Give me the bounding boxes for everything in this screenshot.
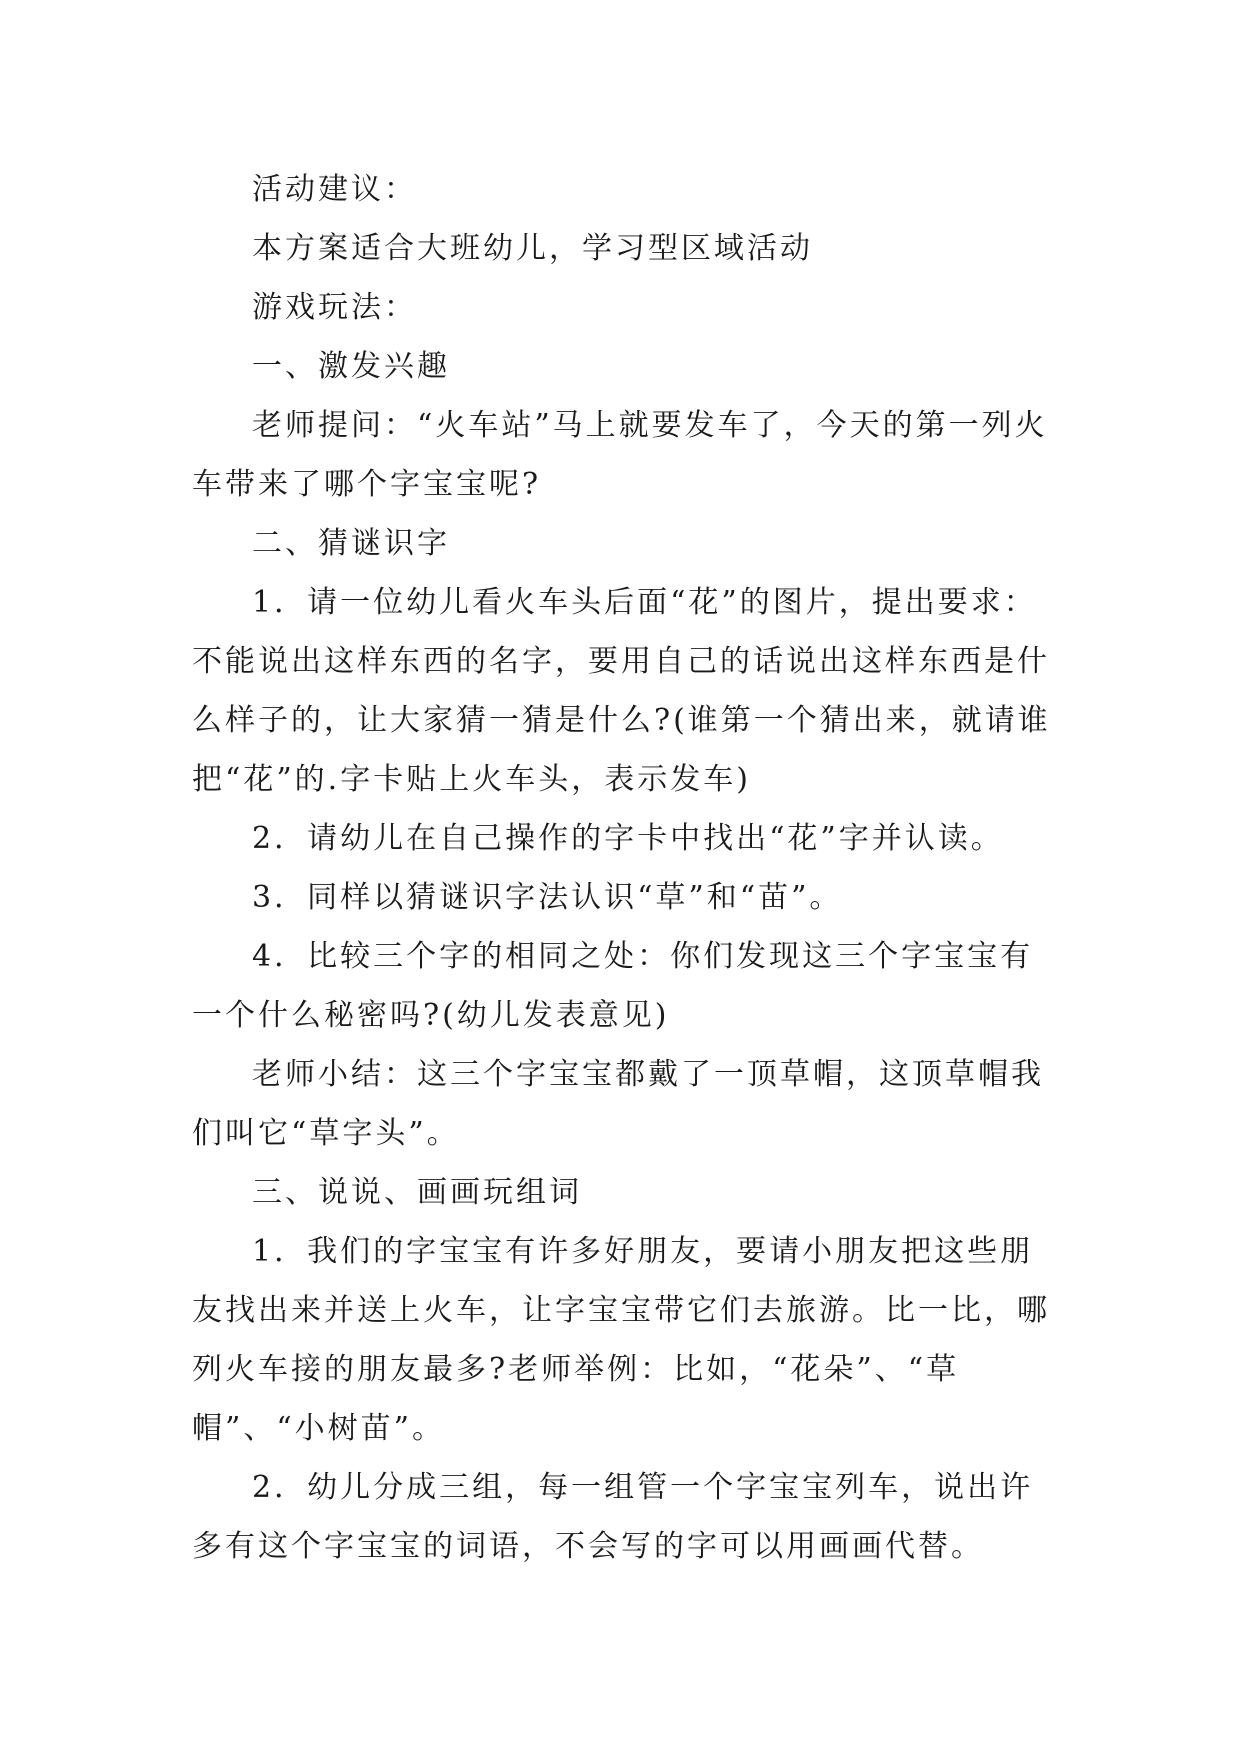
list-item-2-1: 1．请一位幼儿看火车头后面“花”的图片，提出要求：不能说出这样东西的名字，要用自己的话说出这样东西是什么样子的，让大家猜一猜是什么?(谁第一个猜出来，就请谁把“花”的.字卡贴上火车头，表示发车) [192, 585, 1051, 797]
list-item-2-4: 4．比较三个字的相同之处：你们发现这三个字宝宝有一个什么秘密吗?(幼儿发表意见) [192, 939, 1034, 1033]
list-item-2-3: 3．同样以猜谜识字法认识“草”和“苗”。 [252, 880, 843, 915]
section-heading-3: 三、说说、画画玩组词 [252, 1175, 582, 1210]
list-item-2-2: 2．请幼儿在自己操作的字卡中找出“花”字并认读。 [252, 821, 1004, 856]
list-item-3-1: 1．我们的字宝宝有许多好朋友，要请小朋友把这些朋友找出来并送上火车，让字宝宝带它们去旅游。比一比，哪列火车接的朋友最多?老师举例：比如，“花朵”、“草帽”、“小树苗”。 [192, 1234, 1050, 1446]
list-item-3-2: 2．幼儿分成三组，每一组管一个字宝宝列车，说出许多有这个字宝宝的词语，不会写的字可以用画画代替。 [192, 1470, 1034, 1564]
document-body [192, 160, 1052, 1576]
paragraph-teacher-summary: 老师小结：这三个字宝宝都戴了一顶草帽，这顶草帽我们叫它“草字头”。 [192, 1057, 1044, 1151]
paragraph-suitability: 本方案适合大班幼儿，学习型区域活动 [252, 231, 813, 266]
section-heading-2: 二、猜谜识字 [252, 526, 450, 561]
heading-activity-suggestion: 活动建议： [252, 172, 417, 207]
paragraph-teacher-question: 老师提问：“火车站”马上就要发车了，今天的第一列火车带来了哪个字宝宝呢? [192, 408, 1048, 502]
heading-game-method: 游戏玩法： [252, 290, 417, 325]
section-heading-1: 一、激发兴趣 [252, 349, 450, 384]
